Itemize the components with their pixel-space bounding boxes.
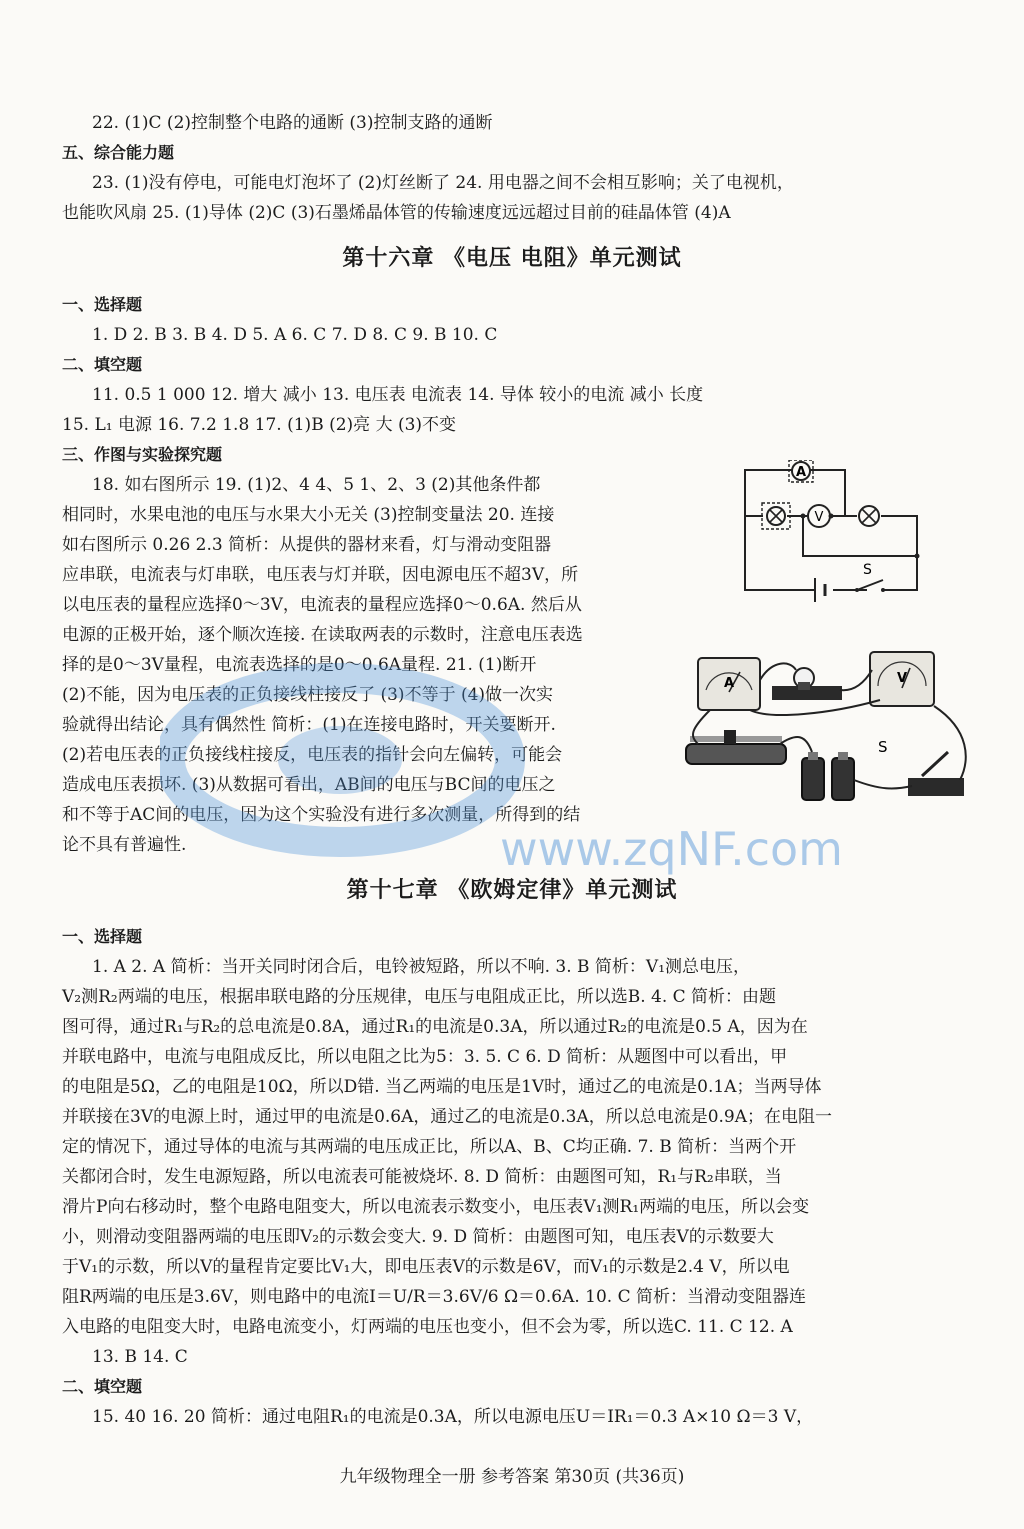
answer-line: 的电阻是5Ω，乙的电阻是10Ω，所以D错. 当乙两端的电压是1V时，通过乙的电流是0.1A；当两导体 [62,1077,822,1097]
voltmeter-label: V [814,510,824,525]
apparatus-illustration [680,640,980,820]
rheostat [686,730,786,764]
answer-line: 11. 0.5 1 000 12. 增大 减小 13. 电压表 电流表 14. 导体 较小的电流 减小 长度 [92,385,704,405]
answer-line: 15. 40 16. 20 简析：通过电阻R₁的电流是0.3A，所以电源电压U＝IR₁＝0.3 A×10 Ω＝3 V， [92,1407,814,1427]
watermark-text: www.zqNF.com [500,822,843,876]
answer-line: (2)若电压表的正负接线柱接反，电压表的指针会向左偏转，可能会 [62,745,563,765]
ammeter-device [698,658,760,710]
answer-line: 18. 如右图所示 19. (1)2、4 4、5 1、2、3 (2)其他条件都 [92,475,541,495]
switch-contact [855,588,859,592]
answer-line: 关都闭合时，发生电源短路，所以电流表可能被烧坏. 8. D 简析：由题图可知，R₁与R₂串联，当 [62,1167,782,1187]
answer-line: 应串联，电流表与灯串联，电压表与灯并联，因电源电压不超3V，所 [62,565,579,585]
answer-line: 论不具有普遍性. [62,835,187,855]
answer-line: 滑片P向右移动时，整个电路电阻变大，所以电流表示数变小，电压表V₁测R₁两端的电压，所以会变 [62,1197,810,1217]
section-heading: 二、填空题 [62,355,143,374]
answer-line: 并联电路中，电流与电阻成反比，所以电阻之比为5：3. 5. C 6. D 简析：从题图中可以看出，甲 [62,1047,788,1067]
answer-line: 15. L₁ 电源 16. 7.2 1.8 17. (1)B (2)亮 大 (3)不变 [62,415,457,435]
circuit-diagram [735,460,935,610]
section-heading: 一、选择题 [62,295,143,314]
answer-line: 验就得出结论，具有偶然性 简析：(1)在连接电路时，开关要断开. [62,715,556,735]
answer-line: (2)不能，因为电压表的正负接线柱接反了 (3)不等于 (4)做一次实 [62,685,554,705]
answer-line: 图可得，通过R₁与R₂的总电流是0.8A，通过R₁的电流是0.3A，所以通过R₂的电流是0.5 A，因为在 [62,1017,808,1037]
answer-line: 和不等于AC间的电压，因为这个实验没有进行多次测量，所得到的结 [62,805,581,825]
answer-line: 并联接在3V的电源上时，通过甲的电流是0.6A，通过乙的电流是0.3A，所以总电流是0.9A；在电阻一 [62,1107,833,1127]
voltmeter-device-label: V [897,671,908,686]
junction-dot [801,514,806,519]
answer-line: 22. (1)C (2)控制整个电路的通断 (3)控制支路的通断 [92,113,493,133]
answer-line: 定的情况下，通过导体的电流与其两端的电压成正比，所以A、B、C均正确. 7. B 简析：当两个开 [62,1137,797,1157]
answer-line: 于V₁的示数，所以V的量程肯定要比V₁大，即电压表V的示数是6V，而V₁的示数是2.4 V，所以电 [62,1257,790,1277]
junction-dot [829,514,834,519]
answer-line: 电源的正极开始，逐个顺次连接. 在读取两表的示数时，注意电压表选 [62,625,583,645]
answer-line: 13. B 14. C [92,1347,188,1367]
answer-line: 1. D 2. B 3. B 4. D 5. A 6. C 7. D 8. C 9. B 10. C [92,325,498,345]
answer-line: V₂测R₂两端的电压，根据串联电路的分压规律，电压与电阻成正比，所以选B. 4. C 简析：由题 [62,987,777,1007]
switch-device [878,738,964,796]
lamp-holder [772,668,842,700]
section-heading: 一、选择题 [62,927,143,946]
battery-pair [802,752,854,800]
experiment-answers [62,470,662,860]
answer-line: 造成电压表损坏. (3)从数据可看出，AB间的电压与BC间的电压之 [62,775,556,795]
answer-line: 入电路的电阻变大时，电路电流变小，灯两端的电压也变小，但不会为零，所以选C. 11. C 12. A [62,1317,793,1337]
page-footer: 九年级物理全一册 参考答案 第30页 (共36页) [339,1467,685,1487]
voltmeter-device [870,652,934,706]
ammeter-label: A [795,465,807,480]
answer-line: 以电压表的量程应选择0～3V，电流表的量程应选择0～0.6A. 然后从 [62,595,582,615]
section-heading: 三、作图与实验探究题 [62,445,223,464]
section-heading: 二、填空题 [62,1377,143,1396]
chapter-16-title: 第十六章 《电压 电阻》单元测试 [342,246,682,271]
answer-line: 23. (1)没有停电，可能电灯泡坏了 (2)灯丝断了 24. 用电器之间不会相互影响；关了电视机， [92,173,794,193]
answer-line: 择的是0～3V量程，电流表选择的是0～0.6A量程. 21. (1)断开 [62,655,537,675]
answer-line: 阻R两端的电压是3.6V，则电路中的电流I＝U/R＝3.6V/6 Ω＝0.6A. 10. C 简析：当滑动变阻器连 [62,1287,807,1307]
switch-device-label: S [878,738,888,756]
answer-line: 如右图所示 0.26 2.3 简析：从提供的器材来看，灯与滑动变阻器 [62,535,552,555]
chapter-17-title: 第十七章 《欧姆定律》单元测试 [346,878,678,903]
answer-line: 也能吹风扇 25. (1)导体 (2)C (3)石墨烯晶体管的传输速度远远超过目前的硅晶体管 (4)A [62,203,731,223]
section-heading: 五、综合能力题 [62,143,175,162]
junction-dot [915,554,920,559]
answer-line: 1. A 2. A 简析：当开关同时闭合后，电铃被短路，所以不响. 3. B 简析：V₁测总电压， [92,957,751,977]
switch-label: S [863,562,872,578]
ammeter-device-label: A [724,676,735,691]
answer-line: 相同时，水果电池的电压与水果大小无关 (3)控制变量法 20. 连接 [62,505,555,525]
switch-contact [881,588,885,592]
answer-line: 小，则滑动变阻器两端的电压即V₂的示数会变大. 9. D 简析：由题图可知，电压表V的示数要大 [62,1227,774,1247]
